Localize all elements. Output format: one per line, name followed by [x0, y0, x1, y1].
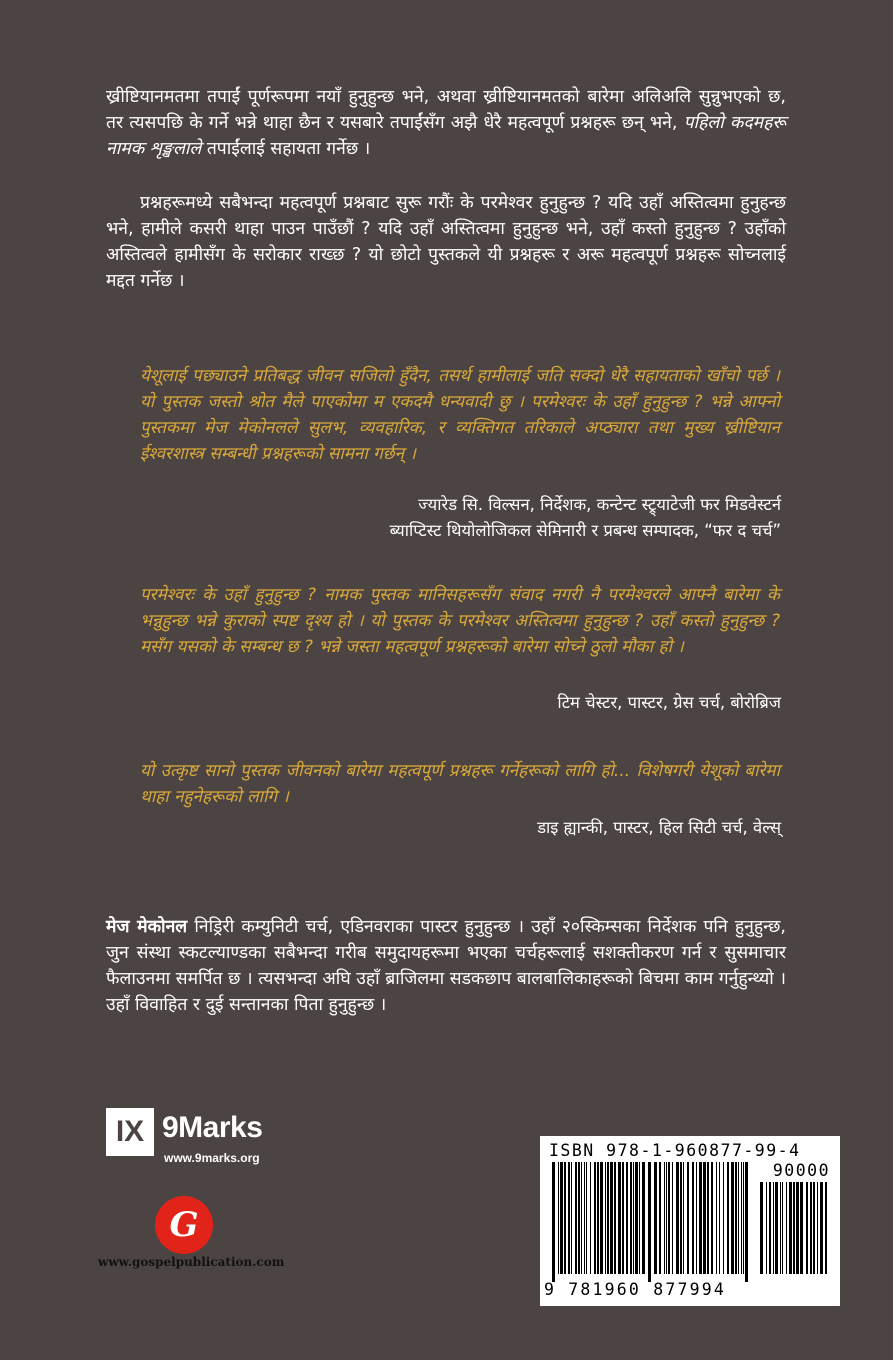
- barcode-bar: [607, 1162, 609, 1274]
- barcode-bar: [654, 1162, 657, 1274]
- barcode-bar: [810, 1182, 812, 1274]
- barcode-bar: [666, 1162, 667, 1274]
- endorsement-quote-3: यो उत्कृष्ट सानो पुस्तक जीवनको बारेमा महत्वपूर्ण प्रश्नहरू गर्नेहरूको लागि हो... विशेषगरी येशूको बारेमा थाहा नहुनेहरूको लागि ।: [140, 761, 780, 807]
- barcode: [540, 1136, 840, 1306]
- barcode-bar: [743, 1162, 744, 1274]
- author-bio: [106, 914, 786, 1018]
- author-bio-text: निड्रिरी कम्युनिटी चर्च, एडिनवराका पास्टर हुनुहुन्छ । उहाँ २०स्किम्सका निर्देशक पनि हुनुहुन्छ, जुन संस्था स्कटल्याण्डका सबैभन्दा गरीब समुदायहरूमा भएका चर्चहरूलाई सशक्तीकरण गर्न र सुसमाचार फैलाउनमा समर्पित छ । त्यसभन्दा अघि उहाँ ब्राजिलमा सडकछाप बालबालिकाहरूको बिचमा काम गर्नुहुन्थ्यो । उहाँ विवाहित र दुई सन्तानका पिता हुनुहुन्छ ।: [106, 917, 786, 1015]
- barcode-bar: [825, 1182, 827, 1274]
- attribution-line: ज्यारेड सि. विल्सन, निर्देशक, कन्टेन्ट स्ट्र्याटेजी फर मिडवेस्टर्न: [418, 495, 781, 514]
- barcode-bar: [727, 1162, 729, 1274]
- barcode-bar: [817, 1182, 818, 1274]
- barcode-bar: [568, 1162, 570, 1274]
- barcode-bar: [820, 1182, 823, 1274]
- barcode-bar: [719, 1162, 720, 1274]
- barcode-bar: [552, 1162, 555, 1282]
- barcode-bar: [560, 1162, 563, 1274]
- intro-text-end: तपाईंलाई सहायता गर्नेछ ।: [206, 139, 371, 159]
- gospel-publication-logo-icon: G: [155, 1196, 213, 1254]
- barcode-bar: [680, 1162, 682, 1274]
- barcode-bar: [683, 1162, 684, 1274]
- gospel-publication-url: www.gospelpublication.com: [98, 1255, 285, 1269]
- barcode-bar: [639, 1162, 640, 1274]
- barcode-bar: [659, 1162, 661, 1274]
- attribution-line: टिम चेस्टर, पास्टर, ग्रेस चर्च, बोरोब्रिज: [557, 693, 781, 712]
- barcode-bar: [558, 1162, 559, 1274]
- barcode-bar: [711, 1162, 713, 1274]
- barcode-bar: [806, 1182, 808, 1274]
- barcode-bar: [664, 1162, 665, 1274]
- barcode-bar: [773, 1182, 774, 1274]
- barcode-bar: [676, 1162, 679, 1274]
- barcode-bar: [635, 1162, 638, 1274]
- endorsement-attribution-3: [181, 815, 781, 841]
- barcode-bar: [610, 1162, 613, 1274]
- barcode-bar: [760, 1182, 763, 1274]
- barcode-bar: [584, 1162, 585, 1274]
- barcode-bar: [687, 1162, 689, 1274]
- barcode-bar: [716, 1162, 717, 1274]
- barcode-bar: [800, 1182, 803, 1274]
- ninemarks-name: 9Marks: [162, 1111, 263, 1144]
- barcode-bar: [793, 1182, 795, 1274]
- barcode-bar: [618, 1162, 621, 1274]
- barcode-bar: [622, 1162, 624, 1274]
- price-code: 90000: [772, 1161, 830, 1180]
- barcode-bar: [692, 1162, 694, 1274]
- endorsement-quote-2: परमेश्वरः के उहाँ हुनुहुन्छ ? नामक पुस्तक मानिसहरूसँग संवाद नगरी नै परमेश्वरले आफ्नै बारेमा के भन्नुहुन्छ भन्ने कुराको स्पष्ट दृश्य हो । यो पुस्तक के परमेश्वर अस्तित्वमा हुनुहुन्छ ? उहाँ कस्तो हुनुहुन्छ ? मसँग यसको के सम्बन्ध छ ? भन्ने जस्ता महत्वपूर्ण प्रश्नहरूको बारेमा सोच्ने ठुलो मौका हो ।: [140, 585, 780, 657]
- barcode-bar: [766, 1182, 767, 1274]
- barcode-bar: [575, 1162, 577, 1274]
- ean-barcode-bars: [552, 1162, 752, 1282]
- barcode-bar: [741, 1162, 742, 1274]
- series-title: पहिलो कदमहरू नामक शृङ्खलाले: [106, 113, 787, 159]
- barcode-bar: [707, 1162, 709, 1274]
- barcode-bar: [605, 1162, 606, 1274]
- barcode-bar: [642, 1162, 645, 1274]
- ninemarks-url: www.9marks.org: [164, 1151, 260, 1165]
- barcode-bar: [723, 1162, 724, 1274]
- barcode-bar: [696, 1162, 697, 1274]
- addon-barcode-bars: [760, 1182, 830, 1282]
- barcode-bar: [648, 1162, 651, 1282]
- intro-paragraph-1: [106, 84, 786, 162]
- ninemarks-logo-icon: IX: [106, 1108, 154, 1156]
- barcode-bar: [796, 1182, 799, 1274]
- barcode-bar: [594, 1162, 596, 1274]
- isbn-number: ISBN 978-1-960877-99-4: [549, 1141, 801, 1160]
- barcode-bar: [614, 1162, 616, 1274]
- barcode-bar: [630, 1162, 632, 1274]
- barcode-bar: [703, 1162, 706, 1274]
- author-name: मेज मेकोनल: [106, 917, 188, 937]
- barcode-bar: [581, 1162, 582, 1274]
- endorsement-attribution-1: [181, 492, 781, 544]
- barcode-bar: [672, 1162, 673, 1274]
- barcode-bar: [789, 1182, 792, 1274]
- barcode-bar: [586, 1162, 587, 1274]
- barcode-bar: [699, 1162, 702, 1274]
- barcode-bar: [578, 1162, 580, 1274]
- barcode-bar: [786, 1182, 787, 1274]
- barcode-bar: [668, 1162, 670, 1274]
- attribution-line: ब्याप्टिस्ट थियोलोजिकल सेमिनारी र प्रबन्ध सम्पादक, “फर द चर्च”: [389, 521, 781, 540]
- attribution-line: डाइ ह्यान्की, पास्टर, हिल सिटी चर्च, वेल्स्: [537, 818, 781, 837]
- barcode-bar: [738, 1162, 739, 1274]
- barcode-bar: [590, 1162, 591, 1274]
- barcode-bar: [626, 1162, 628, 1274]
- ean-number: 9 781960 877994: [544, 1280, 727, 1299]
- barcode-bar: [745, 1162, 748, 1282]
- barcode-bar: [775, 1182, 778, 1274]
- endorsement-quote-1: येशूलाई पछ्याउने प्रतिबद्ध जीवन सजिलो हुँदैन, तसर्थ हामीलाई जति सक्दो धेरै सहायताको खाँचो पर्छ । यो पुस्तक जस्तो श्रोत मैले पाएकोमा म एकदमै धन्यवादी छु । परमेश्वरः के उहाँ हुनुहुन्छ ? भन्ने आफ्नो पुस्तकमा मेज मेकोनलले सुलभ, व्यवहारिक, र व्यक्तिगत तरिकाले अप्ठ्यारा तथा मुख्य ख्रीष्टियान ईश्वरशास्त्र सम्बन्धी प्रश्नहरूको सामना गर्छन् ।: [140, 366, 780, 464]
- endorsement-attribution-2: [181, 690, 781, 716]
- barcode-bar: [813, 1182, 815, 1274]
- barcode-bar: [597, 1162, 599, 1274]
- barcode-bar: [633, 1162, 634, 1274]
- barcode-bar: [782, 1182, 783, 1274]
- intro-paragraph-2: प्रश्नहरूमध्ये सबैभन्दा महत्वपूर्ण प्रश्नबाट सुरू गरौंः के परमेश्वर हुनुहुन्छ ? यदि उहाँ अस्तित्वमा हुनुहन्छ भने, हामीले कसरी थाहा पाउन पाउँछौं ? यदि उहाँ अस्तित्वमा हुनुहुन्छ भने, उहाँ कस्तो हुनुहुन्छ ? उहाँको अस्तित्वले हामीसँग के सरोकार राख्छ ? यो छोटो पुस्तकले यी प्रश्नहरू र अरू महत्वपूर्ण प्रश्नहरू सोच्नलाई मद्दत गर्नेछ ।: [106, 193, 786, 291]
- barcode-bar: [731, 1162, 734, 1274]
- barcode-bar: [735, 1162, 737, 1274]
- barcode-bar: [600, 1162, 603, 1274]
- barcode-bar: [769, 1182, 771, 1274]
- barcode-bar: [564, 1162, 566, 1274]
- barcode-bar: [780, 1182, 781, 1274]
- barcode-bar: [571, 1162, 572, 1274]
- intro-text: ख्रीष्टियानमतमा तपाईं पूर्णरूपमा नयाँ हुनुहुन्छ भने, अथवा ख्रीष्टियानमतको बारेमा अलिअलि सुन्नुभएको छ, तर त्यसपछि के गर्ने भन्ने थाहा छैन र यसबारे तपाईंसँग अझै धेरै महत्वपूर्ण प्रश्नहरू छन् भने,: [106, 87, 786, 133]
